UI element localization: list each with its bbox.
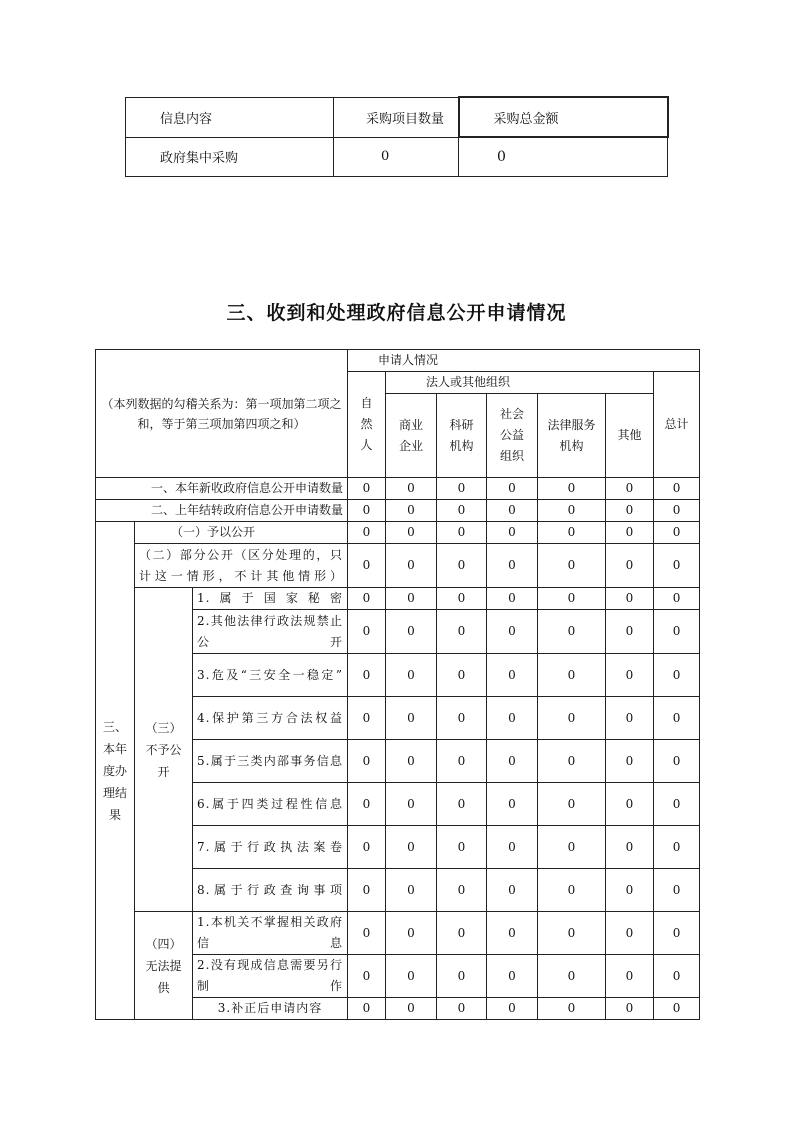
cell: 0: [348, 654, 386, 697]
cell: 0: [487, 826, 538, 869]
commercial-header: 商业企业: [386, 394, 437, 478]
cell: 0: [606, 998, 654, 1020]
col-content-header: 信息内容: [126, 97, 334, 137]
cell: 0: [606, 522, 654, 544]
cell: 0: [437, 740, 487, 783]
other-header: 其他: [606, 394, 654, 478]
row-count: 0: [334, 137, 459, 176]
col-count-header: 采购项目数量: [334, 97, 459, 137]
cell: 0: [437, 869, 487, 912]
notopen-reason-1: 1.属于国家秘密: [193, 588, 348, 610]
cell: 0: [487, 522, 538, 544]
row-label: 政府集中采购: [126, 137, 334, 176]
applicant-header: 申请人情况: [348, 350, 700, 372]
cell: 0: [487, 912, 538, 955]
notopen-reason-8: 8.属于行政查询事项: [193, 869, 348, 912]
cell: 0: [348, 955, 386, 998]
cannot-reason-2: 2.没有现成信息需要另行制作: [193, 955, 348, 998]
row-amount: 0: [459, 137, 668, 176]
cell: 0: [386, 522, 437, 544]
cell: 0: [606, 869, 654, 912]
cell: 0: [437, 826, 487, 869]
result-cannot-label: （四）无法提供: [135, 912, 193, 1020]
cell: 0: [386, 869, 437, 912]
cell: 0: [386, 998, 437, 1020]
legal-service-header: 法律服务机构: [538, 394, 606, 478]
table-note: （本列数据的勾稽关系为：第一项加第二项之和，等于第三项加第四项之和）: [96, 350, 348, 478]
cell: 0: [538, 998, 606, 1020]
cell: 0: [538, 955, 606, 998]
cell: 0: [437, 588, 487, 610]
cell: 0: [538, 654, 606, 697]
cell: 0: [348, 478, 386, 500]
result-group-label: 三、本年度办理结果: [96, 522, 135, 1020]
row-carryover-label: 二、上年结转政府信息公开申请数量: [96, 500, 348, 522]
cell: 0: [348, 740, 386, 783]
procurement-table: [125, 96, 669, 177]
cell: 0: [606, 826, 654, 869]
research-header: 科研机构: [437, 394, 487, 478]
cell: 0: [606, 955, 654, 998]
cell: 0: [538, 869, 606, 912]
cell: 0: [606, 912, 654, 955]
cell: 0: [487, 955, 538, 998]
cell: 0: [437, 998, 487, 1020]
cell: 0: [654, 740, 700, 783]
cell: 0: [487, 588, 538, 610]
cell: 0: [348, 869, 386, 912]
cell: 0: [437, 544, 487, 588]
cell: 0: [487, 478, 538, 500]
cell: 0: [606, 588, 654, 610]
cell: 0: [606, 478, 654, 500]
cell: 0: [606, 783, 654, 826]
cell: 0: [386, 588, 437, 610]
cell: 0: [386, 783, 437, 826]
cell: 0: [386, 826, 437, 869]
cell: 0: [386, 610, 437, 654]
notopen-reason-3: 3.危及“三安全一稳定”: [193, 654, 348, 697]
cell: 0: [348, 610, 386, 654]
cell: 0: [654, 522, 700, 544]
cell: 0: [538, 783, 606, 826]
cell: 0: [538, 522, 606, 544]
cell: 0: [437, 697, 487, 740]
cell: 0: [538, 544, 606, 588]
cell: 0: [654, 869, 700, 912]
cell: 0: [654, 783, 700, 826]
cell: 0: [487, 869, 538, 912]
cell: 0: [538, 500, 606, 522]
cell: 0: [538, 697, 606, 740]
cell: 0: [386, 912, 437, 955]
cell: 0: [487, 697, 538, 740]
cell: 0: [386, 544, 437, 588]
cell: 0: [348, 697, 386, 740]
cell: 0: [487, 544, 538, 588]
cell: 0: [606, 610, 654, 654]
cell: 0: [437, 500, 487, 522]
cell: 0: [437, 610, 487, 654]
cell: 0: [386, 740, 437, 783]
cell: 0: [487, 998, 538, 1020]
cell: 0: [386, 654, 437, 697]
cell: 0: [348, 998, 386, 1020]
cell: 0: [654, 998, 700, 1020]
cell: 0: [348, 588, 386, 610]
cell: 0: [348, 912, 386, 955]
cell: 0: [348, 826, 386, 869]
cell: 0: [654, 697, 700, 740]
cell: 0: [606, 697, 654, 740]
cell: 0: [437, 478, 487, 500]
notopen-reason-2: 2.其他法律行政法规禁止公开: [193, 610, 348, 654]
cell: 0: [386, 955, 437, 998]
row-new-label: 一、本年新收政府信息公开申请数量: [96, 478, 348, 500]
cell: 0: [654, 500, 700, 522]
cell: 0: [386, 697, 437, 740]
result-partial-label: （二）部分公开（区分处理的，只计这一情形，不计其他情形）: [135, 544, 348, 588]
social-header: 社会公益组织: [487, 394, 538, 478]
cannot-reason-1: 1.本机关不掌握相关政府信息: [193, 912, 348, 955]
cell: 0: [654, 544, 700, 588]
notopen-reason-7: 7.属于行政执法案卷: [193, 826, 348, 869]
cell: 0: [654, 478, 700, 500]
notopen-reason-6: 6.属于四类过程性信息: [193, 783, 348, 826]
cell: 0: [487, 610, 538, 654]
cell: 0: [538, 610, 606, 654]
cell: 0: [386, 478, 437, 500]
cell: 0: [654, 955, 700, 998]
cell: 0: [654, 610, 700, 654]
result-open-label: （一）予以公开: [135, 522, 348, 544]
cell: 0: [654, 826, 700, 869]
cell: 0: [606, 544, 654, 588]
cell: 0: [487, 500, 538, 522]
cannot-reason-3: 3.补正后申请内容: [193, 998, 348, 1020]
cell: 0: [654, 912, 700, 955]
legal-group-header: 法人或其他组织: [386, 372, 654, 394]
cell: 0: [348, 500, 386, 522]
cell: 0: [538, 912, 606, 955]
section-title: 三、收到和处理政府信息公开申请情况: [226, 302, 567, 324]
cell: 0: [437, 955, 487, 998]
cell: 0: [538, 588, 606, 610]
cell: 0: [348, 783, 386, 826]
cell: 0: [487, 654, 538, 697]
cell: 0: [654, 654, 700, 697]
cell: 0: [437, 912, 487, 955]
col-amount-header: 采购总金额: [459, 97, 668, 137]
cell: 0: [538, 478, 606, 500]
cell: 0: [538, 740, 606, 783]
cell: 0: [437, 783, 487, 826]
cell: 0: [487, 783, 538, 826]
cell: 0: [538, 826, 606, 869]
result-notopen-label: （三）不予公开: [135, 588, 193, 912]
cell: 0: [606, 500, 654, 522]
applications-table: [95, 349, 700, 1020]
notopen-reason-5: 5.属于三类内部事务信息: [193, 740, 348, 783]
cell: 0: [606, 654, 654, 697]
cell: 0: [386, 500, 437, 522]
cell: 0: [348, 522, 386, 544]
cell: 0: [437, 522, 487, 544]
total-header: 总计: [654, 372, 700, 478]
cell: 0: [606, 740, 654, 783]
cell: 0: [437, 654, 487, 697]
cell: 0: [654, 588, 700, 610]
cell: 0: [348, 544, 386, 588]
natural-person-header: 自然人: [348, 372, 386, 478]
cell: 0: [487, 740, 538, 783]
notopen-reason-4: 4.保护第三方合法权益: [193, 697, 348, 740]
